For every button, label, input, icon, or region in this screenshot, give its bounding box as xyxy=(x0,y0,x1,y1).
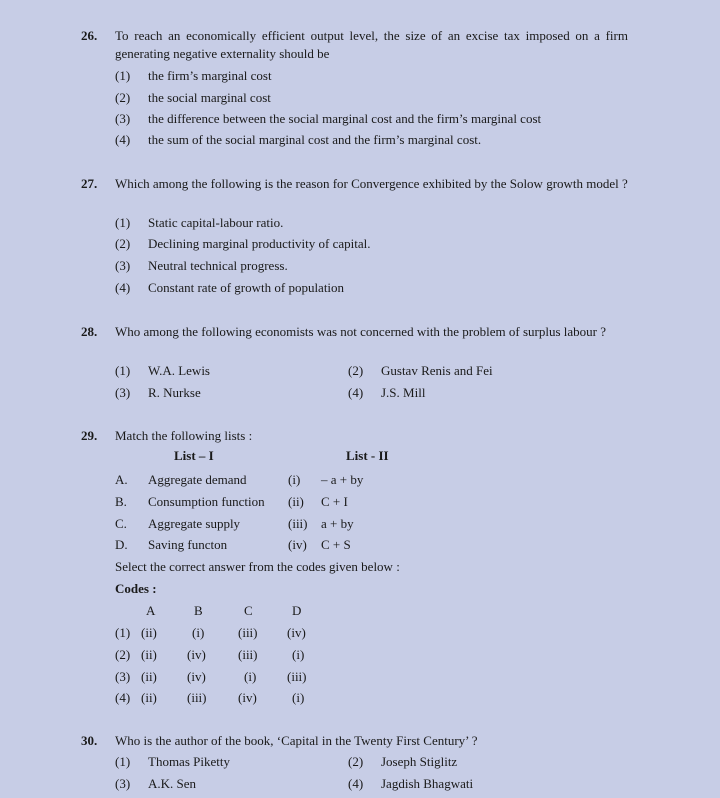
option-number: (3) xyxy=(115,385,131,400)
option-number: (3) xyxy=(115,258,131,273)
code-number: (2) xyxy=(115,647,131,662)
option-text: Joseph Stiglitz xyxy=(381,754,458,769)
code-a: (ii) xyxy=(141,690,157,705)
row-item: Consumption function xyxy=(148,494,265,509)
code-d: (i) xyxy=(292,647,305,662)
row-roman: (i) xyxy=(288,472,301,487)
question-number: 30. xyxy=(81,733,98,748)
code-b: (iii) xyxy=(187,690,207,705)
option-text: Declining marginal productivity of capital. xyxy=(148,236,371,251)
code-b: (iv) xyxy=(187,669,206,684)
option-number: (4) xyxy=(115,132,131,147)
option-number: (1) xyxy=(115,68,131,83)
option-text: Thomas Piketty xyxy=(148,754,230,769)
row-item: Aggregate demand xyxy=(148,472,247,487)
row-letter: C. xyxy=(115,516,127,531)
code-b: (iv) xyxy=(187,647,206,662)
question-text: Who is the author of the book, ‘Capital in the Twenty First Century’ ? xyxy=(115,733,478,748)
option-3[interactable] xyxy=(115,382,201,404)
codes-header-c: C xyxy=(244,603,253,618)
option-4[interactable] xyxy=(348,382,425,404)
option-3[interactable] xyxy=(115,108,541,130)
option-number: (1) xyxy=(115,363,131,378)
option-number: (2) xyxy=(115,90,131,105)
question-text: Match the following lists : xyxy=(115,428,253,443)
option-1[interactable] xyxy=(115,751,230,773)
code-c: (i) xyxy=(244,669,257,684)
code-b: (i) xyxy=(192,625,205,640)
option-text: the difference between the social marginal cost and the firm’s marginal cost xyxy=(148,111,542,126)
row-roman: (iii) xyxy=(288,516,308,531)
codes-header-b: B xyxy=(194,603,203,618)
row-value: C + I xyxy=(321,494,348,509)
row-item: Saving functon xyxy=(148,537,228,552)
option-number: (1) xyxy=(115,215,131,230)
option-text: R. Nurkse xyxy=(148,385,201,400)
option-number: (2) xyxy=(348,363,364,378)
option-number: (1) xyxy=(115,754,131,769)
row-value: C + S xyxy=(321,537,351,552)
option-2[interactable] xyxy=(348,360,493,382)
codes-header-a: A xyxy=(146,603,156,618)
question-number: 29. xyxy=(81,428,98,443)
option-number: (3) xyxy=(115,111,131,126)
code-d: (i) xyxy=(292,690,305,705)
option-1[interactable] xyxy=(115,212,283,234)
option-4[interactable] xyxy=(115,277,344,299)
option-number: (4) xyxy=(115,280,131,295)
option-text: Gustav Renis and Fei xyxy=(381,363,493,378)
option-number: (2) xyxy=(348,754,364,769)
code-number: (3) xyxy=(115,669,131,684)
code-a: (ii) xyxy=(141,625,157,640)
code-d: (iii) xyxy=(287,669,307,684)
list-2-header: List - II xyxy=(346,448,389,463)
code-a: (ii) xyxy=(141,669,157,684)
option-text: J.S. Mill xyxy=(381,385,426,400)
option-text: W.A. Lewis xyxy=(148,363,210,378)
option-text: Neutral technical progress. xyxy=(148,258,288,273)
option-number: (3) xyxy=(115,776,131,791)
option-text: A.K. Sen xyxy=(148,776,197,791)
option-3[interactable] xyxy=(115,773,196,795)
question-number: 27. xyxy=(81,176,98,191)
code-number: (4) xyxy=(115,690,131,705)
code-c: (iii) xyxy=(238,647,258,662)
row-roman: (ii) xyxy=(288,494,304,509)
row-value: – a + by xyxy=(321,472,364,487)
codes-header-d: D xyxy=(292,603,302,618)
question-text: Which among the following is the reason for Convergence exhibited by the Solow growth model ? xyxy=(115,176,628,191)
option-text: Constant rate of growth of population xyxy=(148,280,345,295)
option-3[interactable] xyxy=(115,255,288,277)
option-number: (4) xyxy=(348,385,364,400)
question-number: 28. xyxy=(81,324,98,339)
row-item: Aggregate supply xyxy=(148,516,241,531)
row-letter: A. xyxy=(115,472,128,487)
code-a: (ii) xyxy=(141,647,157,662)
option-text: Jagdish Bhagwati xyxy=(381,776,474,791)
option-text: Static capital-labour ratio. xyxy=(148,215,284,230)
row-value: a + by xyxy=(321,516,354,531)
row-letter: B. xyxy=(115,494,127,509)
option-2[interactable] xyxy=(348,751,457,773)
option-number: (4) xyxy=(348,776,364,791)
option-text: the firm’s marginal cost xyxy=(148,68,272,83)
row-letter: D. xyxy=(115,537,128,552)
option-4[interactable] xyxy=(348,773,473,795)
option-2[interactable] xyxy=(115,87,271,109)
option-1[interactable] xyxy=(115,360,210,382)
list-1-header: List – I xyxy=(174,448,214,463)
option-number: (2) xyxy=(115,236,131,251)
code-d: (iv) xyxy=(287,625,306,640)
question-text: To reach an economically efficient output level, the size of an excise tax imposed on a firm generating negative externality should be xyxy=(115,28,628,61)
codes-instruction: Select the correct answer from the codes given below : xyxy=(115,559,400,574)
code-number: (1) xyxy=(115,625,131,640)
codes-label: Codes : xyxy=(115,581,157,596)
row-roman: (iv) xyxy=(288,537,307,552)
question-number: 26. xyxy=(81,28,98,43)
option-4[interactable] xyxy=(115,129,481,151)
option-text: the sum of the social marginal cost and the firm’s marginal cost. xyxy=(148,132,482,147)
question-text: Who among the following economists was not concerned with the problem of surplus labour ? xyxy=(115,324,607,339)
code-c: (iv) xyxy=(238,690,257,705)
option-2[interactable] xyxy=(115,233,371,255)
option-1[interactable] xyxy=(115,65,272,87)
code-c: (iii) xyxy=(238,625,258,640)
option-text: the social marginal cost xyxy=(148,90,271,105)
